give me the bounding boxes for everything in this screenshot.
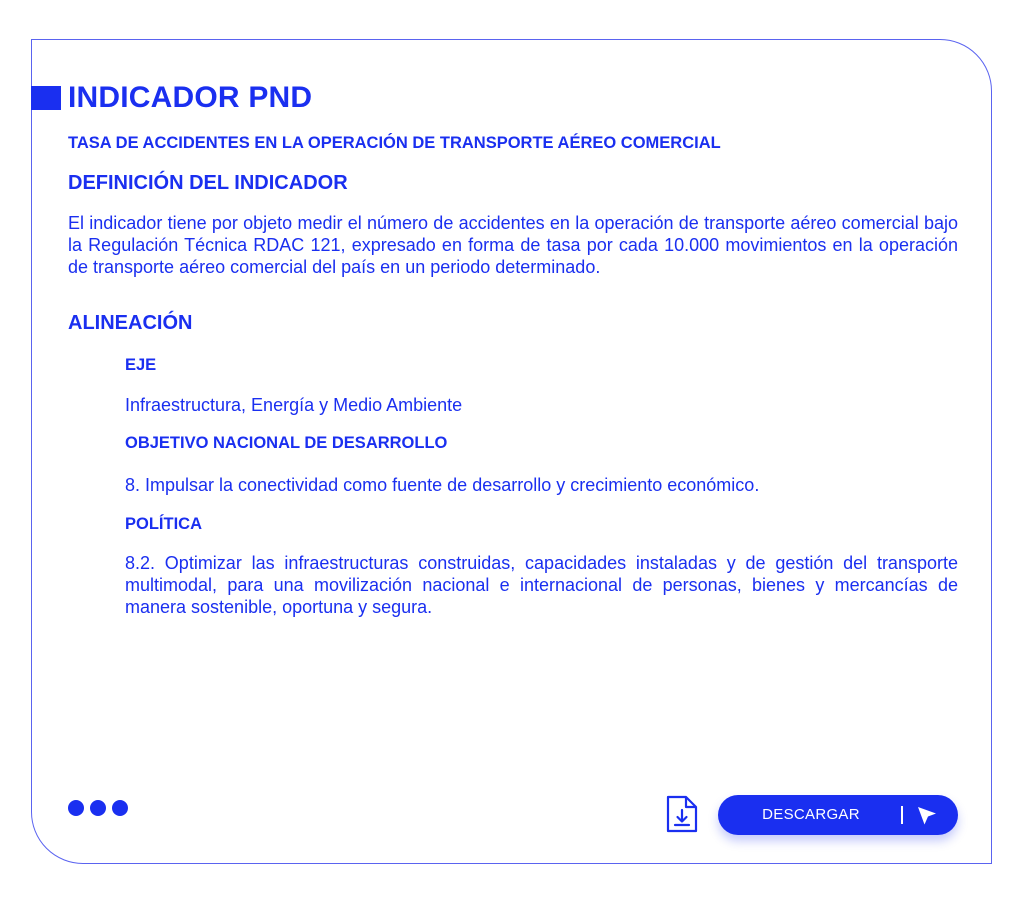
indicator-name: TASA DE ACCIDENTES EN LA OPERACIÓN DE TRANSPORTE AÉREO COMERCIAL: [68, 134, 721, 152]
file-download-icon[interactable]: [665, 794, 699, 834]
button-divider: [901, 806, 903, 824]
dot: [112, 800, 128, 816]
eje-value: Infraestructura, Energía y Medio Ambiente: [125, 395, 463, 415]
politica-label: POLÍTICA: [125, 515, 202, 533]
cursor-pointer-icon: [915, 804, 939, 828]
objetivo-value: 8. Impulsar la conectividad como fuente de desarrollo y crecimiento económico.: [125, 475, 760, 495]
download-button-label: DESCARGAR: [762, 806, 860, 823]
title-row: [31, 78, 312, 118]
definition-heading: DEFINICIÓN DEL INDICADOR: [68, 172, 348, 194]
page-title: INDICADOR PND: [68, 81, 313, 114]
dot: [90, 800, 106, 816]
alignment-heading: ALINEACIÓN: [68, 312, 193, 334]
dot: [68, 800, 84, 816]
politica-value: 8.2. Optimizar las infraestructuras construidas, capacidades instaladas y de gestión del transporte multimodal, para una movilización nacional e internacional de personas, bienes y mercancías de manera sostenible, oportuna y segura.: [125, 553, 958, 617]
more-dots-icon[interactable]: [68, 800, 128, 816]
objetivo-label: OBJETIVO NACIONAL DE DESARROLLO: [125, 434, 448, 452]
eje-label: EJE: [125, 356, 157, 374]
download-button[interactable]: [718, 795, 958, 835]
definition-text: El indicador tiene por objeto medir el número de accidentes en la operación de transporte aéreo comercial bajo la Regulación Técnica RDAC 121, expresado en forma de tasa por cada 10.000 movimientos en la operación de transporte aéreo comercial del país en un periodo determinado.: [68, 213, 958, 277]
title-marker: [31, 86, 61, 110]
